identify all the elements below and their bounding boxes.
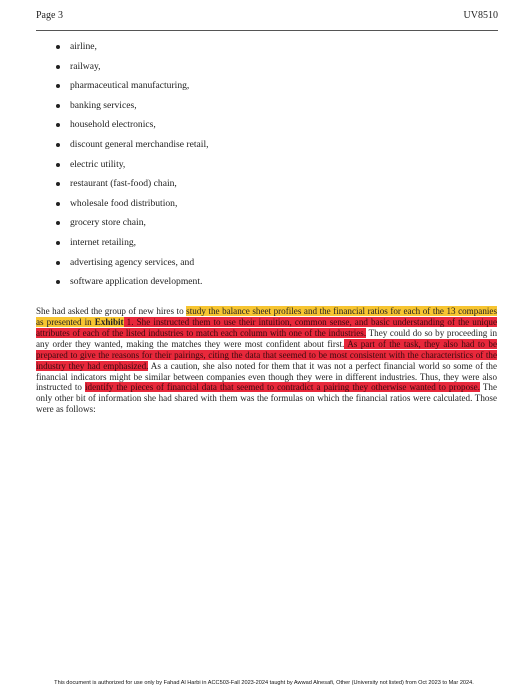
bullet-icon <box>56 241 60 245</box>
list-item: railway, <box>56 60 209 80</box>
highlight-red[interactable]: identify the pieces of financial data that seemed to contradict a pairing they otherwise wanted to propose. <box>85 382 480 393</box>
bullet-icon <box>56 261 60 265</box>
bullet-icon <box>56 182 60 186</box>
list-item: discount general merchandise retail, <box>56 138 209 158</box>
highlight-red[interactable]: She instructed them to use their intuition, common sense, and basic understanding of the unique attributes of each of the listed industries to match each column with one of the industries. <box>36 317 498 338</box>
bullet-icon <box>56 143 60 147</box>
list-item: internet retailing, <box>56 236 209 256</box>
document-id: UV8510 <box>463 10 498 21</box>
list-item: pharmaceutical manufacturing, <box>56 79 209 99</box>
bullet-icon <box>56 104 60 108</box>
text-plain: As a caution, she also noted for them that it was not a perfect financial world so some of the financial indicators might be similar between companies even though they were in different industries. Thus, they were also instructed to <box>36 360 497 393</box>
exhibit-reference[interactable]: Exhibit <box>94 317 124 327</box>
list-item: airline, <box>56 40 209 60</box>
list-item: electric utility, <box>56 158 209 178</box>
list-item: banking services, <box>56 99 209 119</box>
text-plain: The only other bit of information she had shared with them was the formulas on which the financial ratios were calculated. Those were as follows: <box>36 382 498 415</box>
body-paragraph <box>36 306 497 415</box>
list-item: software application development. <box>56 275 209 295</box>
list-item: advertising agency services, and <box>56 256 209 276</box>
authorization-footer: This document is authorized for use only by Fahad Al Harbi in ACC503-Fall 2023-2024 taught by Awwad Alnesafi, Other (University not listed) from Oct 2023 to Mar 2024. <box>54 680 474 686</box>
bullet-icon <box>56 163 60 167</box>
bullet-icon <box>56 65 60 69</box>
list-item: restaurant (fast-food) chain, <box>56 177 209 197</box>
highlight-yellow[interactable]: study the balance sheet profiles and the financial ratios for each of the 13 companies as presented in <box>36 306 497 327</box>
highlight-red[interactable]: As part of the task, they also had to be prepared to give the reasons for their pairings, citing the data that seemed to be most consistent with the characteristics of the industry they had emphasized. <box>36 338 497 371</box>
bullet-icon <box>56 280 60 284</box>
bullet-icon <box>56 123 60 127</box>
page-number: Page 3 <box>36 10 63 21</box>
page-header <box>36 8 498 31</box>
highlight-red[interactable]: 1. <box>123 317 134 327</box>
industry-list <box>56 40 209 295</box>
bullet-icon <box>56 84 60 88</box>
list-item: grocery store chain, <box>56 216 209 236</box>
list-item: household electronics, <box>56 118 209 138</box>
bullet-icon <box>56 45 60 49</box>
list-item: wholesale food distribution, <box>56 197 209 217</box>
bullet-icon <box>56 221 60 225</box>
text-plain: She had asked the group of new hires to <box>36 306 187 317</box>
bullet-icon <box>56 202 60 206</box>
text-plain: They could do so by proceeding in any order they wanted, making the matches they were most confident about first. <box>36 327 498 349</box>
